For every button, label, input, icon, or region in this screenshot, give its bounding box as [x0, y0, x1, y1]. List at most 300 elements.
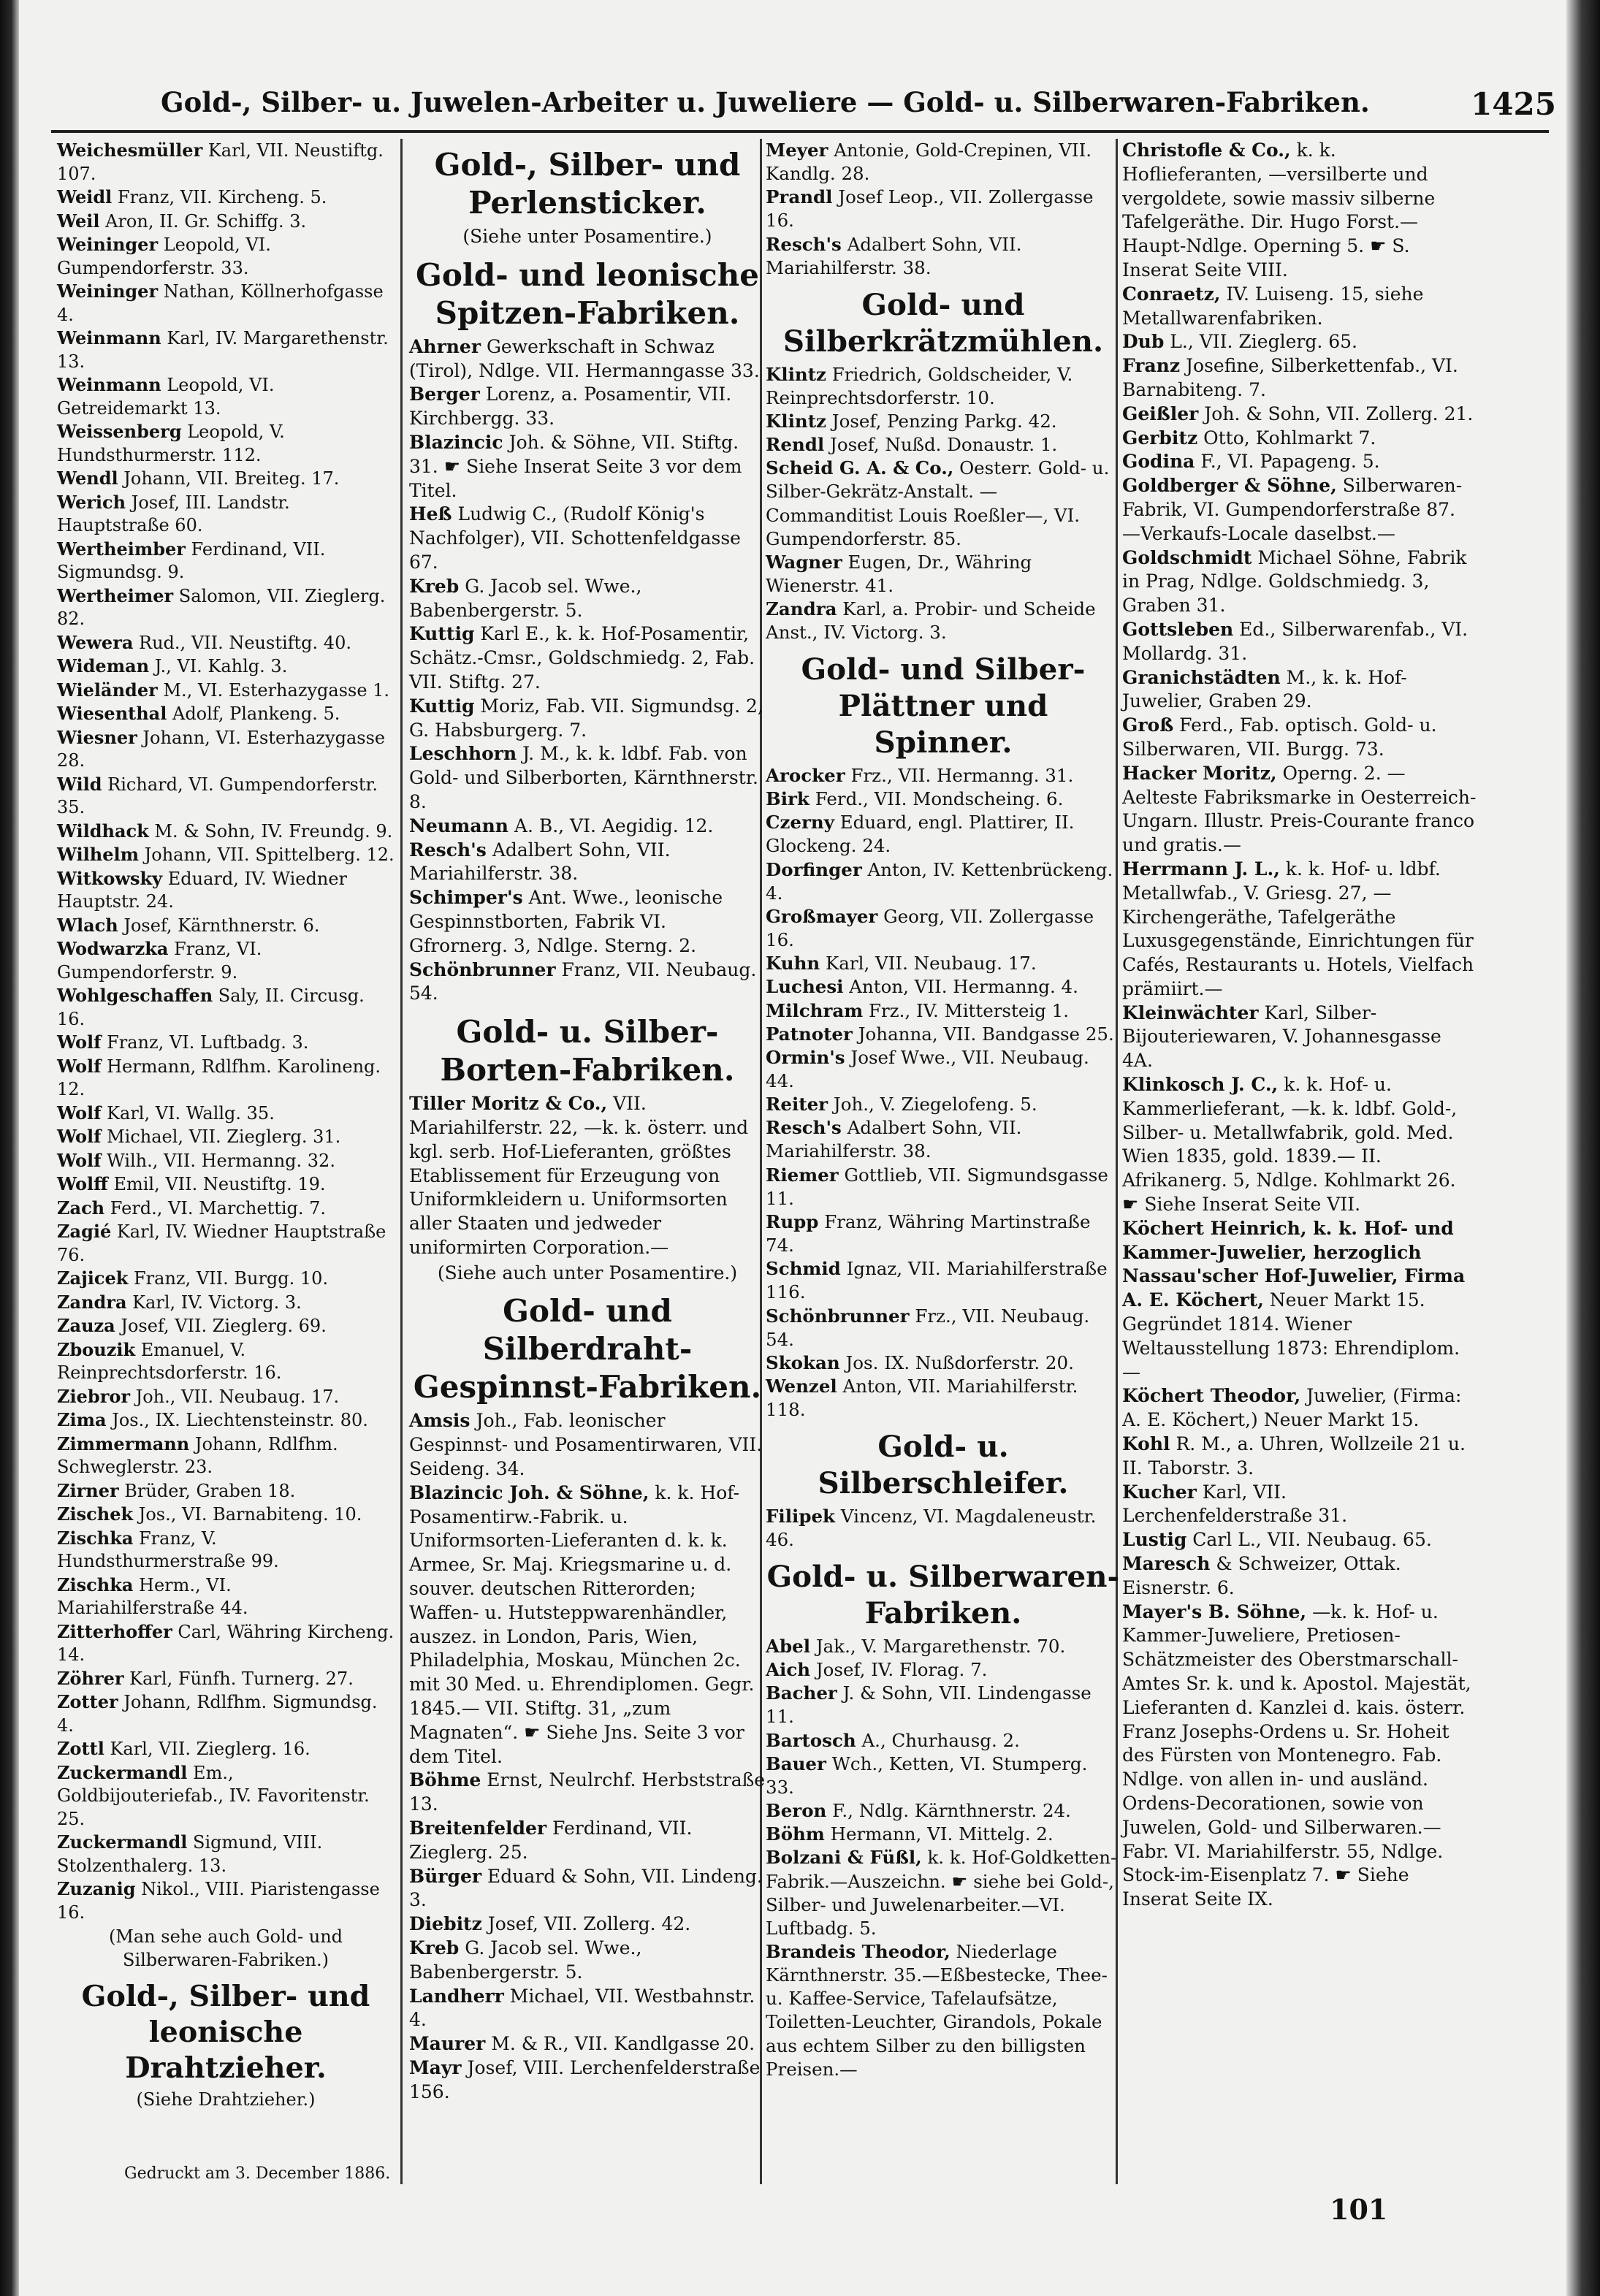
entry-details: Ferd., VII. Mondscheing. 6.	[809, 788, 1064, 810]
entry-name: Heß	[409, 503, 452, 525]
entry-name: Weidl	[57, 186, 113, 207]
entry-name: Resch's	[766, 233, 842, 255]
directory-entry	[1122, 1601, 1477, 1912]
entry-name: Prandl	[766, 186, 833, 208]
directory-entry	[409, 1409, 766, 1481]
directory-entry	[57, 773, 395, 820]
entry-details: Joh. & Söhne, VII. Stiftg. 31. ☛ Siehe Inserat Seite 3 vor dem Titel.	[409, 431, 742, 501]
entry-name: Mayr	[409, 2057, 462, 2078]
entry-details: R. M., a. Uhren, Wollzeile 21 u. II. Taborstr. 3.	[1122, 1433, 1466, 1479]
entry-name: Weissenberg	[57, 421, 182, 442]
directory-entry	[766, 551, 1121, 598]
directory-entry	[409, 695, 766, 743]
directory-entry	[766, 1351, 1121, 1375]
directory-entry	[766, 1116, 1121, 1163]
entry-details: Emanuel, V. Reinprechtsdorferstr. 16.	[57, 1339, 282, 1383]
directory-entry	[409, 503, 766, 574]
directory-entry	[1122, 762, 1477, 858]
entry-name: Wolf	[57, 1102, 102, 1124]
directory-entry	[57, 1690, 395, 1737]
entry-details: Josefine, Silberkettenfab., VI. Barnabiteng. 7.	[1122, 355, 1458, 400]
entry-details: Salomon, VII. Zieglerg. 82.	[57, 585, 386, 629]
entry-name: Wagner	[766, 551, 842, 573]
entry-name: Wolf	[57, 1031, 102, 1053]
entry-name: Gerbitz	[1122, 427, 1198, 449]
entry-details: Carl, Währing Kircheng. 14.	[57, 1621, 395, 1665]
directory-entry	[766, 1729, 1121, 1752]
directory-entry	[57, 1737, 395, 1761]
entry-details: Michael Söhne, Fabrik in Prag, Ndlge. Goldschmiedg. 3, Graben 31.	[1122, 546, 1467, 617]
directory-column-4	[1122, 139, 1477, 2170]
entry-details: Franz, VI. Gumpendorferstr. 9.	[57, 939, 262, 983]
directory-column-3	[766, 139, 1121, 2170]
directory-entry	[409, 815, 766, 839]
entry-name: Schönbrunner	[766, 1305, 910, 1327]
entry-details: Eduard, IV. Wiedner Hauptstr. 24.	[57, 868, 347, 912]
entry-details: Josef, Kärnthnerstr. 6.	[118, 915, 320, 936]
entry-name: Bauer	[766, 1752, 826, 1774]
section-note: (Siehe Drahtzieher.)	[136, 2089, 316, 2110]
directory-entry	[1122, 1217, 1477, 1385]
directory-entry	[766, 1505, 1121, 1552]
directory-entry	[766, 598, 1121, 644]
section-note: (Siehe auch unter Posamentire.)	[437, 1262, 738, 1284]
directory-entry	[409, 1985, 766, 2033]
entry-details: Juwelier, (Firma: A. E. Köchert,) Neuer Markt 15.	[1122, 1385, 1462, 1431]
entry-name: Köchert Heinrich, k. k. Hof- und Kammer-Juwelier, herzoglich Nassau'scher Hof-Juwelier, Firma A. E. Köchert,	[1122, 1217, 1466, 1311]
entry-details: L., VII. Zieglerg. 65.	[1164, 331, 1357, 353]
entry-name: Aich	[766, 1659, 811, 1681]
entry-name: Kohl	[1122, 1433, 1170, 1455]
entry-details: Eduard & Sohn, VII. Lindeng. 3.	[409, 1865, 763, 1911]
entry-details: Frz., VII. Neubaug. 54.	[766, 1305, 1090, 1350]
entry-name: Landherr	[409, 1985, 504, 2007]
entry-details: Franz, Währing Martinstraße 74.	[766, 1210, 1091, 1256]
entry-name: Zagié	[57, 1221, 112, 1242]
directory-entry	[766, 764, 1121, 787]
entry-name: Zuckermandl	[57, 1831, 188, 1853]
entry-details: Eduard, engl. Plattirer, II. Glockeng. 24.	[766, 812, 1075, 857]
directory-entry	[766, 1635, 1121, 1658]
directory-entry	[57, 467, 395, 491]
directory-entry	[766, 1210, 1121, 1257]
entry-details: Franz, VI. Luftbadg. 3.	[101, 1032, 309, 1053]
section-heading: Gold- und leonische Spitzen-Fabriken.	[416, 256, 759, 331]
entry-name: Klintz	[766, 410, 826, 432]
entry-name: Köchert Theodor,	[1122, 1385, 1301, 1407]
entry-name: Wendl	[57, 468, 118, 489]
entry-name: Abel	[766, 1635, 811, 1657]
entry-name: Wertheimber	[57, 538, 186, 560]
entry-name: Mayer's B. Söhne,	[1122, 1601, 1307, 1622]
entry-name: Wild	[57, 773, 102, 795]
entry-details: Adalbert Sohn, VII. Mariahilferstr. 38.	[766, 1117, 1022, 1162]
directory-entry	[57, 420, 395, 467]
entry-details: Georg, VII. Zollergasse 16.	[766, 905, 1094, 951]
entry-name: Großmayer	[766, 905, 878, 927]
entry-name: Zirner	[57, 1479, 119, 1501]
entry-details: Herm., VI. Mariahilferstraße 44.	[57, 1574, 248, 1618]
entry-details: Ed., Silberwarenfab., VI. Mollardg. 31.	[1122, 618, 1468, 664]
entry-details: Ferdinand, VII. Zieglerg. 25.	[409, 1818, 693, 1863]
directory-entry	[57, 679, 395, 703]
directory-entry	[766, 858, 1121, 905]
entry-details: Josef, VIII. Lerchenfelderstraße 156.	[409, 2057, 761, 2102]
directory-entry	[57, 1667, 395, 1691]
directory-column-1	[57, 139, 395, 2170]
entry-name: Witkowsky	[57, 867, 163, 889]
directory-entry	[766, 1682, 1121, 1728]
entry-details: Nathan, Köllnerhofgasse 4.	[57, 281, 384, 325]
entry-details: J. M., k. k. ldbf. Fab. von Gold- und Silberborten, Kärnthnerstr. 8.	[409, 743, 758, 812]
directory-entry	[1122, 858, 1477, 1002]
entry-name: Böhm	[766, 1823, 825, 1845]
header-title: Gold-, Silber- u. Juwelen-Arbeiter u. Juweliere — Gold- u. Silberwaren-Fabriken.	[161, 86, 1370, 118]
directory-entry	[409, 335, 766, 384]
entry-name: Filipek	[766, 1505, 836, 1527]
entry-name: Wolff	[57, 1173, 108, 1194]
entry-details: A. B., VI. Aegidig. 12.	[508, 815, 714, 836]
directory-entry	[409, 1481, 766, 1769]
entry-name: Werich	[57, 491, 126, 513]
entry-name: Meyer	[766, 140, 828, 161]
entry-details: Neuer Markt 15. Gegründet 1814. Wiener Weltausstellung 1873: Ehrendiplom.—	[1122, 1289, 1460, 1383]
entry-name: Bacher	[766, 1682, 837, 1704]
section-heading: Gold- u. Silber-Borten-Fabriken.	[440, 1014, 735, 1088]
directory-entry	[57, 1314, 395, 1338]
entry-name: Beron	[766, 1800, 827, 1822]
entry-details: Gottlieb, VII. Sigmundsgasse 11.	[766, 1164, 1108, 1209]
directory-entry	[409, 383, 766, 431]
directory-entry	[1122, 1528, 1477, 1552]
directory-entry	[57, 280, 395, 327]
directory-entry	[57, 186, 395, 210]
entry-details: Michael, VII. Westbahnstr. 4.	[409, 1985, 755, 2031]
entry-name: Wolf	[57, 1055, 102, 1077]
entry-details: Jos. IX. Nußdorferstr. 20.	[839, 1351, 1074, 1373]
directory-entry	[766, 1046, 1121, 1093]
entry-details: Johann, Rdlfhm. Sigmundsg. 4.	[57, 1692, 378, 1736]
entry-details: Karl, VII. Lerchenfelderstraße 31.	[1122, 1481, 1348, 1527]
entry-name: Resch's	[766, 1117, 842, 1139]
entry-name: Kucher	[1122, 1481, 1197, 1503]
entry-name: Ziebror	[57, 1385, 130, 1407]
directory-entry	[409, 1912, 766, 1937]
entry-name: Christofle & Co.,	[1122, 140, 1291, 161]
entry-details: A., Churhausg. 2.	[856, 1729, 1020, 1751]
entry-name: Wiesenthal	[57, 703, 167, 724]
directory-entry	[766, 363, 1121, 410]
entry-name: Breitenfelder	[409, 1818, 547, 1839]
directory-entry	[1122, 403, 1477, 427]
entry-details: G. Jacob sel. Wwe., Babenbergerstr. 5.	[409, 1937, 642, 1983]
directory-entry	[57, 1031, 395, 1055]
entry-name: Scheid G. A. & Co.,	[766, 457, 954, 479]
entry-name: Riemer	[766, 1164, 839, 1186]
directory-entry	[766, 1093, 1121, 1116]
entry-details: Anton, IV. Kettenbrückeng. 4.	[766, 858, 1113, 904]
directory-entry	[57, 538, 395, 584]
directory-entry	[409, 839, 766, 887]
entry-name: Kleinwächter	[1122, 1002, 1259, 1023]
directory-entry	[409, 622, 766, 694]
directory-entry	[1122, 1384, 1477, 1433]
entry-details: Ferdinand, VII. Sigmundsg. 9.	[57, 538, 326, 582]
entry-details: Karl, IV. Victorg. 3.	[126, 1292, 302, 1313]
directory-entry	[1122, 1481, 1477, 1529]
directory-entry	[1122, 474, 1477, 546]
directory-entry	[766, 1164, 1121, 1210]
header-page-number: 1425	[1471, 86, 1556, 122]
entry-name: Weininger	[57, 281, 159, 302]
entry-details: Karl, IV. Margarethenstr. 13.	[57, 328, 389, 372]
entry-name: Zajicek	[57, 1267, 129, 1289]
entry-name: Klintz	[766, 363, 826, 385]
entry-name: Czerny	[766, 812, 834, 834]
entry-name: Zischek	[57, 1503, 134, 1525]
entry-name: Wlach	[57, 914, 118, 936]
entry-details: Leopold, VI. Getreidemarkt 13.	[57, 375, 275, 419]
entry-name: Hacker Moritz,	[1122, 762, 1277, 784]
section-heading: Gold- und Silberdraht-Gespinnst-Fabriken.	[413, 1293, 762, 1406]
entry-details: k. k. Hof- u. ldbf. Metallwfab., V. Griesg. 27, —Kirchengeräthe, Tafelgeräthe Luxusgegenstände, Einrichtungen für Cafés, Restaurants u. Hotels, Vielfach prämiirt.—	[1122, 858, 1474, 999]
entry-details: M. & Sohn, IV. Freundg. 9.	[148, 820, 393, 842]
entry-details: Vincenz, VI. Magdaleneustr. 46.	[766, 1505, 1097, 1551]
directory-entry	[57, 1503, 395, 1527]
entry-name: Wenzel	[766, 1376, 837, 1397]
entry-details: Joh., VII. Neubaug. 17.	[129, 1386, 340, 1407]
entry-details: Joh. & Sohn, VII. Zollerg. 21.	[1198, 403, 1474, 424]
entry-details: k. k. Hof-Goldketten-Fabrik.—Auszeichn. ☛ siehe bei Gold-, Silber- und Juwelenarbeiter.—VI. Luftbadg. 5.	[766, 1847, 1117, 1939]
entry-details: Jak., V. Margarethenstr. 70.	[810, 1635, 1066, 1657]
entry-details: Friedrich, Goldscheider, V. Reinprechtsdorferstr. 10.	[766, 363, 1073, 408]
entry-details: k. k. Hof- u. Kammerlieferant, —k. k. ldbf. Gold-, Silber- u. Metallwfabrik, gold. Med. Wien 1835, gold. 1839.— II. Afrikanerg. 5, Ndlge. Kohlmarkt 26. ☛ Siehe Inserat Seite VII.	[1122, 1074, 1458, 1216]
directory-entry	[1122, 354, 1477, 403]
directory-entry	[57, 1433, 395, 1479]
entry-name: Zuckermandl	[57, 1761, 188, 1783]
entry-name: Kreb	[409, 1937, 460, 1959]
entry-details: Franz, VII. Kircheng. 5.	[112, 187, 327, 207]
entry-name: Wiesner	[57, 726, 137, 748]
directory-entry	[57, 327, 395, 373]
entry-details: Michael, VII. Zieglerg. 31.	[101, 1126, 341, 1147]
section-note: (Siehe unter Posamentire.)	[462, 226, 712, 247]
directory-entry	[766, 410, 1121, 433]
entry-name: Milchram	[766, 999, 864, 1021]
entry-name: Weinmann	[57, 374, 161, 395]
directory-entry	[57, 233, 395, 280]
entry-details: IV. Luiseng. 15, siehe Metallwarenfabriken.	[1122, 283, 1424, 329]
entry-details: Karl, VI. Wallg. 35.	[101, 1102, 275, 1124]
directory-entry	[766, 787, 1121, 811]
entry-details: F., Ndlg. Kärnthnerstr. 24.	[826, 1800, 1071, 1822]
entry-details: Em., Goldbijouteriefab., IV. Favoritenstr. 25.	[57, 1762, 370, 1829]
entry-name: Zischka	[57, 1574, 134, 1595]
section-heading: Gold- und Silberkrätzmühlen.	[782, 286, 1104, 359]
entry-details: Ferd., Fab. optisch. Gold- u. Silberwaren, VII. Burgg. 73.	[1122, 714, 1437, 760]
entry-details: Moriz, Fab. VII. Sigmundsg. 2, G. Habsburgerg. 7.	[409, 695, 763, 741]
column-divider	[400, 139, 403, 2184]
directory-entry	[57, 1338, 395, 1385]
entry-name: Zottl	[57, 1738, 104, 1759]
entry-name: Wieländer	[57, 679, 158, 701]
section-heading: Gold-, Silber- und Perlensticker.	[434, 147, 741, 221]
directory-entry	[766, 1257, 1121, 1304]
entry-name: Wolf	[57, 1149, 102, 1171]
directory-entry	[57, 1761, 395, 1831]
section-heading: Gold- und Silber-Plättner und Spinner.	[801, 652, 1086, 760]
directory-entry	[1122, 427, 1477, 451]
directory-entry	[57, 631, 395, 655]
entry-details: Karl, Silber-Bijouteriewaren, V. Johannesgasse 4A.	[1122, 1002, 1441, 1072]
entry-details: Josef, IV. Florag. 7.	[810, 1659, 988, 1681]
entry-details: Oesterr. Gold- u. Silber-Gekrätz-Anstalt. —Commanditist Louis Roeßler—, VI. Gumpendorferstr. 85.	[766, 457, 1110, 549]
entry-name: Kreb	[409, 575, 460, 597]
entry-details: Niederlage Kärnthnerstr. 35.—Eßbestecke, Thee- u. Kaffee-Service, Tafelaufsätze, Toiletten-Leuchter, Girandols, Pokale aus echtem Silber zu den billigsten Preisen.—	[766, 1940, 1108, 2080]
entry-name: Zotter	[57, 1691, 118, 1712]
entry-details: Aron, II. Gr. Schiffg. 3.	[99, 210, 307, 232]
directory-entry	[57, 1149, 395, 1173]
entry-details: Franz, VII. Neubaug. 54.	[409, 958, 757, 1004]
directory-entry	[766, 139, 1121, 186]
directory-entry	[57, 1197, 395, 1221]
directory-entry	[57, 1479, 395, 1503]
directory-entry	[57, 1385, 395, 1409]
entry-name: Ormin's	[766, 1046, 845, 1068]
entry-name: Wertheimer	[57, 584, 174, 606]
directory-entry	[57, 1055, 395, 1102]
entry-details: Johann, VI. Esterhazygasse 28.	[57, 727, 386, 771]
directory-entry	[57, 1102, 395, 1126]
entry-name: Neumann	[409, 815, 508, 836]
section-heading: Gold- u. Silberwaren-Fabriken.	[766, 1559, 1120, 1631]
entry-details: Wch., Ketten, VI. Stumperg. 33.	[766, 1752, 1088, 1798]
directory-entry	[1122, 1433, 1477, 1481]
entry-details: Carl L., VII. Neubaug. 65.	[1186, 1529, 1432, 1551]
entry-details: Karl E., k. k. Hof-Posamentir, Schätz.-Cmsr., Goldschmiedg. 2, Fab. VII. Stiftg. 27.	[409, 623, 755, 693]
entry-name: Rendl	[766, 434, 825, 456]
entry-name: Zimmermann	[57, 1433, 190, 1454]
directory-entry	[766, 975, 1121, 999]
directory-entry	[766, 186, 1121, 232]
directory-entry	[409, 742, 766, 814]
directory-entry	[409, 886, 766, 958]
entry-name: Weil	[57, 210, 100, 232]
entry-name: Bartosch	[766, 1729, 856, 1751]
entry-details: Franz, V. Hundsthurmerstraße 99.	[57, 1528, 279, 1571]
directory-entry	[766, 1940, 1121, 2081]
entry-name: Leschhorn	[409, 743, 517, 765]
entry-name: Zandra	[57, 1291, 127, 1313]
directory-entry	[57, 1574, 395, 1620]
entry-details: G. Jacob sel. Wwe., Babenbergerstr. 5.	[409, 575, 642, 621]
directory-entry	[57, 210, 395, 234]
directory-entry	[1122, 1002, 1477, 1073]
directory-entry	[57, 1620, 395, 1667]
entry-details: Ant. Wwe., leonische Gespinnstborten, Fabrik VI. Gfrornerg. 3, Ndlge. Sterng. 2.	[409, 887, 723, 956]
running-header	[161, 86, 1556, 130]
entry-details: Josef, VII. Zieglerg. 69.	[115, 1316, 327, 1336]
entry-name: Blazincic Joh. & Söhne,	[409, 1481, 649, 1503]
directory-entry	[766, 999, 1121, 1023]
directory-entry	[409, 2032, 766, 2056]
directory-entry	[1122, 450, 1477, 474]
directory-entry	[1122, 714, 1477, 762]
entry-details: Adalbert Sohn, VII. Mariahilferstr. 38.	[409, 839, 671, 885]
directory-entry	[766, 1023, 1121, 1046]
directory-entry	[57, 584, 395, 631]
entry-details: Frz., VII. Hermanng. 31.	[845, 764, 1074, 786]
entry-details: Richard, VI. Gumpendorferstr. 35.	[57, 774, 378, 817]
entry-name: Tiller Moritz & Co.,	[409, 1093, 608, 1115]
entry-details: M., k. k. Hof-Juwelier, Graben 29.	[1122, 666, 1407, 712]
entry-details: & Schweizer, Ottak. Eisnerstr. 6.	[1122, 1553, 1401, 1598]
entry-details: Adolf, Plankeng. 5.	[167, 703, 340, 724]
entry-details: Frz., IV. Mittersteig 1.	[863, 999, 1070, 1021]
entry-details: Hermann, VI. Mittelg. 2.	[824, 1823, 1054, 1845]
directory-entry	[409, 1817, 766, 1865]
entry-details: Emil, VII. Neustiftg. 19.	[107, 1174, 326, 1194]
entry-details: Anton, VII. Mariahilferstr. 118.	[766, 1376, 1078, 1421]
entry-details: Antonie, Gold-Crepinen, VII. Kandlg. 28.	[766, 140, 1092, 185]
directory-entry	[1122, 546, 1477, 618]
directory-entry	[57, 843, 395, 867]
entry-name: Weichesmüller	[57, 140, 203, 161]
entry-details: Saly, II. Circusg. 16.	[57, 985, 365, 1029]
entry-name: Schmid	[766, 1258, 841, 1280]
entry-details: k. k. Hof-Posamentirw.-Fabrik. u. Uniformsorten-Lieferanten d. k. k. Armee, Sr. Maj. Kriegsmarine u. d. souver. deutschen Ritterorden; Waffen- u. Hutsteppwarenhändler, auszez. in London, Paris, Wien, Philadelphia, Moskau, München 2c. mit 30 Med. u. Ehrendiplomen. Gegr. 1845.— VII. Stiftg. 31, „zum Magnaten“. ☛ Siehe Jns. Seite 3 vor dem Titel.	[409, 1481, 755, 1767]
footer-page-number: 101	[1330, 2193, 1388, 2226]
entry-name: Weininger	[57, 234, 159, 255]
directory-entry	[1122, 1073, 1477, 1217]
entry-details: M., VI. Esterhazygasse 1.	[157, 679, 390, 701]
entry-details: Josef, III. Landstr. Hauptstraße 60.	[57, 492, 290, 535]
entry-details: Johann, VII. Spittelberg. 12.	[139, 844, 395, 865]
entry-details: Johanna, VII. Bandgasse 25.	[852, 1023, 1114, 1045]
directory-entry	[57, 984, 395, 1031]
entry-details: Joh., V. Ziegelofeng. 5.	[828, 1094, 1037, 1115]
entry-details: Karl, a. Probir- und Scheide Anst., IV. Victorg. 3.	[766, 598, 1096, 644]
entry-name: Maurer	[409, 2033, 486, 2055]
entry-details: Lorenz, a. Posamentir, VII. Kirchbergg. 33.	[409, 384, 732, 430]
entry-details: J. & Sohn, VII. Lindengasse 11.	[766, 1682, 1092, 1728]
entry-name: Resch's	[409, 839, 487, 861]
directory-entry	[409, 1865, 766, 1913]
directory-entry	[57, 1831, 395, 1877]
directory-entry	[766, 457, 1121, 551]
entry-details: Eugen, Dr., Währing Wienerstr. 41.	[766, 551, 1032, 596]
entry-name: Zbouzik	[57, 1338, 136, 1360]
directory-entry	[409, 1937, 766, 1985]
entry-details: Karl, VII. Neustiftg. 107.	[57, 140, 384, 184]
entry-name: Kuhn	[766, 953, 820, 975]
entry-details: J., VI. Kahlg. 3.	[149, 656, 288, 676]
directory-entry	[409, 431, 766, 503]
entry-details: k. k. Hoflieferanten, —versilberte und vergoldete, sowie massiv silberne Tafelgeräthe. Dir. Hugo Forst.—Haupt-Ndlge. Operning 5. ☛ S. Inserat Seite VIII.	[1122, 140, 1436, 281]
directory-entry	[766, 1375, 1121, 1422]
entry-name: Rupp	[766, 1210, 819, 1232]
directory-entry	[766, 1305, 1121, 1351]
entry-details: Johann, VII. Breiteg. 17.	[118, 468, 340, 489]
entry-details: Josef, VII. Zollerg. 42.	[481, 1913, 691, 1935]
entry-name: Zauza	[57, 1315, 115, 1336]
header-rule	[51, 130, 1549, 133]
entry-details: Johann, Rdlfhm. Schweglerstr. 23.	[57, 1433, 338, 1477]
entry-name: Böhme	[409, 1769, 481, 1791]
entry-details: Sigmund, VIII. Stolzenthalerg. 13.	[57, 1832, 323, 1876]
directory-entry	[409, 2056, 766, 2105]
directory-entry	[409, 958, 766, 1007]
